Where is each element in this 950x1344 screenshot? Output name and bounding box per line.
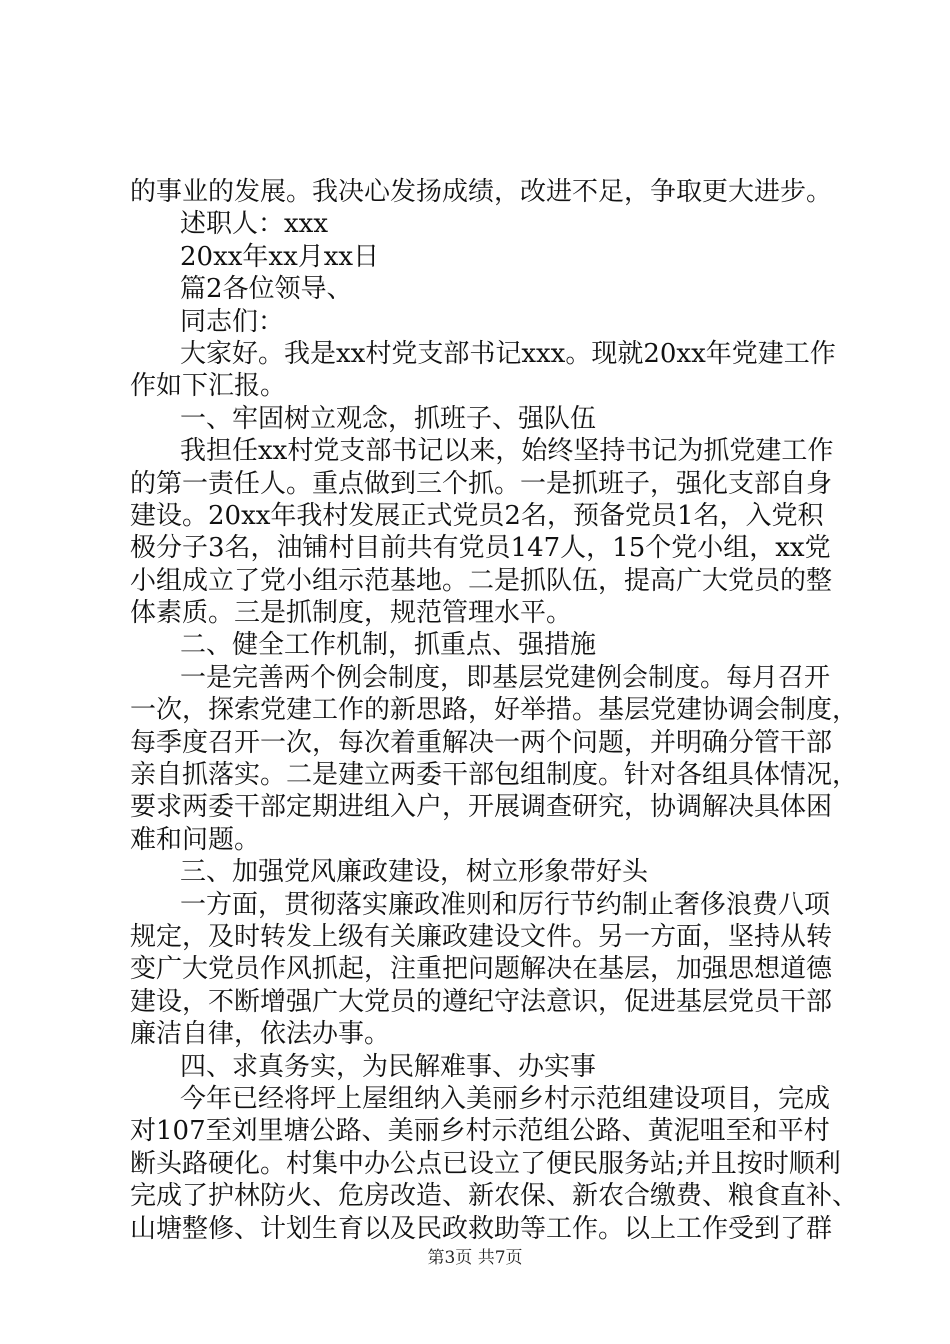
text-line: 体素质。三是抓制度，规范管理水平。: [130, 598, 573, 629]
text-line: 三、加强党风廉政建设，树立形象带好头: [180, 857, 649, 888]
text-line: 廉洁自律，依法办事。: [130, 1019, 391, 1050]
text-line: 一、牢固树立观念，抓班子、强队伍: [180, 403, 597, 434]
text-line: 对107至刘里塘公路、美丽乡村示范组公路、黄泥咀至和平村: [130, 1116, 830, 1147]
text-line: 山塘整修、计划生育以及民政救助等工作。以上工作受到了群: [130, 1213, 833, 1244]
text-line: 作如下汇报。: [130, 371, 287, 402]
text-line: 建设。20xx年我村发展正式党员2名，预备党员1名，入党积: [130, 500, 824, 531]
page-number-footer: 第3页 共7页: [427, 1248, 523, 1268]
text-line: 小组成立了党小组示范基地。二是抓队伍，提高广大党员的整: [130, 565, 833, 596]
text-line: 的第一责任人。重点做到三个抓。一是抓班子，强化支部自身: [130, 468, 833, 499]
text-line: 篇2各位领导、: [180, 274, 353, 305]
text-line: 建设，不断增强广大党员的遵纪守法意识，促进基层党员干部: [130, 986, 833, 1017]
text-line: 的事业的发展。我决心发扬成绩，改进不足，争取更大进步。: [130, 177, 833, 207]
text-line: 变广大党员作风抓起，注重把问题解决在基层，加强思想道德: [130, 954, 833, 985]
text-line: 二、健全工作机制，抓重点、强措施: [180, 630, 597, 661]
text-line: 同志们：: [180, 306, 285, 337]
text-line: 一次，探索党建工作的新思路，好举措。基层党建协调会制度，: [130, 695, 859, 726]
document-body: [130, 176, 859, 1245]
text-line: 难和问题。: [130, 824, 261, 855]
text-line: 完成了护林防火、危房改造、新农保、新农合缴费、粮食直补、: [130, 1181, 859, 1212]
text-line: 一方面，贯彻落实廉政准则和厉行节约制止奢侈浪费八项: [180, 889, 831, 920]
text-line: 20xx年xx月xx日: [180, 241, 380, 272]
text-line: 述职人：xxx: [180, 209, 328, 240]
text-line: 每季度召开一次，每次着重解决一两个问题，并明确分管干部: [130, 727, 833, 758]
text-line: 四、求真务实，为民解难事、办实事: [180, 1051, 597, 1082]
text-line: 一是完善两个例会制度，即基层党建例会制度。每月召开: [180, 662, 831, 693]
text-line: 大家好。我是xx村党支部书记xxx。现就20xx年党建工作: [180, 338, 836, 369]
text-line: 极分子3名，油铺村目前共有党员147人，15个党小组，xx党: [130, 533, 831, 564]
text-line: 今年已经将坪上屋组纳入美丽乡村示范组建设项目，完成: [180, 1083, 831, 1114]
text-line: 断头路硬化。村集中办公点已设立了便民服务站;并且按时顺利: [130, 1148, 841, 1179]
text-line: 我担任xx村党支部书记以来，始终坚持书记为抓党建工作: [180, 436, 834, 467]
text-line: 要求两委干部定期进组入户，开展调查研究，协调解决具体困: [130, 792, 833, 823]
text-line: 规定，及时转发上级有关廉政建设文件。另一方面，坚持从转: [130, 921, 833, 952]
text-line: 亲自抓落实。二是建立两委干部包组制度。针对各组具体情况，: [130, 760, 859, 791]
